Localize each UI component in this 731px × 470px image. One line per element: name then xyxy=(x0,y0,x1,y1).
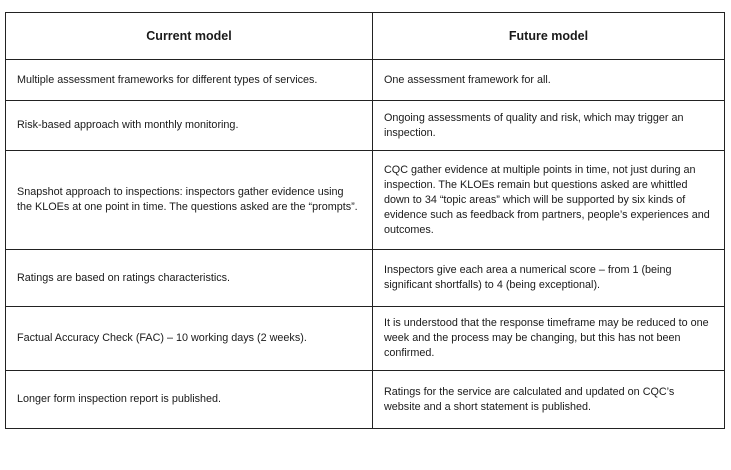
cell-current-model: Ratings are based on ratings characteristics. xyxy=(6,250,373,307)
cell-future-model: One assessment framework for all. xyxy=(373,60,725,101)
header-current-model: Current model xyxy=(6,13,373,60)
cell-current-model: Risk-based approach with monthly monitoring. xyxy=(6,101,373,151)
cell-future-model: Ratings for the service are calculated and updated on CQC’s website and a short statement is published. xyxy=(373,371,725,429)
table-row xyxy=(6,151,725,250)
header-future-model: Future model xyxy=(373,13,725,60)
cell-current-model: Factual Accuracy Check (FAC) – 10 working days (2 weeks). xyxy=(6,307,373,371)
cell-current-model: Snapshot approach to inspections: inspectors gather evidence using the KLOEs at one point in time. The questions asked are the “prompts”. xyxy=(6,151,373,250)
table-row xyxy=(6,371,725,429)
cell-future-model: It is understood that the response timeframe may be reduced to one week and the process may be changing, but this has not been confirmed. xyxy=(373,307,725,371)
table-row xyxy=(6,250,725,307)
comparison-table xyxy=(5,12,725,429)
table-row xyxy=(6,60,725,101)
cell-future-model: Ongoing assessments of quality and risk, which may trigger an inspection. xyxy=(373,101,725,151)
table-row xyxy=(6,101,725,151)
cell-future-model: Inspectors give each area a numerical score – from 1 (being significant shortfalls) to 4 (being exceptional). xyxy=(373,250,725,307)
cell-current-model: Longer form inspection report is published. xyxy=(6,371,373,429)
table-header-row xyxy=(6,13,725,60)
cell-future-model: CQC gather evidence at multiple points in time, not just during an inspection. The KLOEs remain but questions asked are whittled down to 34 “topic areas” which will be supported by six kinds of evidence such as feedback from partners, people’s experiences and outcomes. xyxy=(373,151,725,250)
cell-current-model: Multiple assessment frameworks for different types of services. xyxy=(6,60,373,101)
comparison-table-container xyxy=(5,12,724,429)
table-row xyxy=(6,307,725,371)
